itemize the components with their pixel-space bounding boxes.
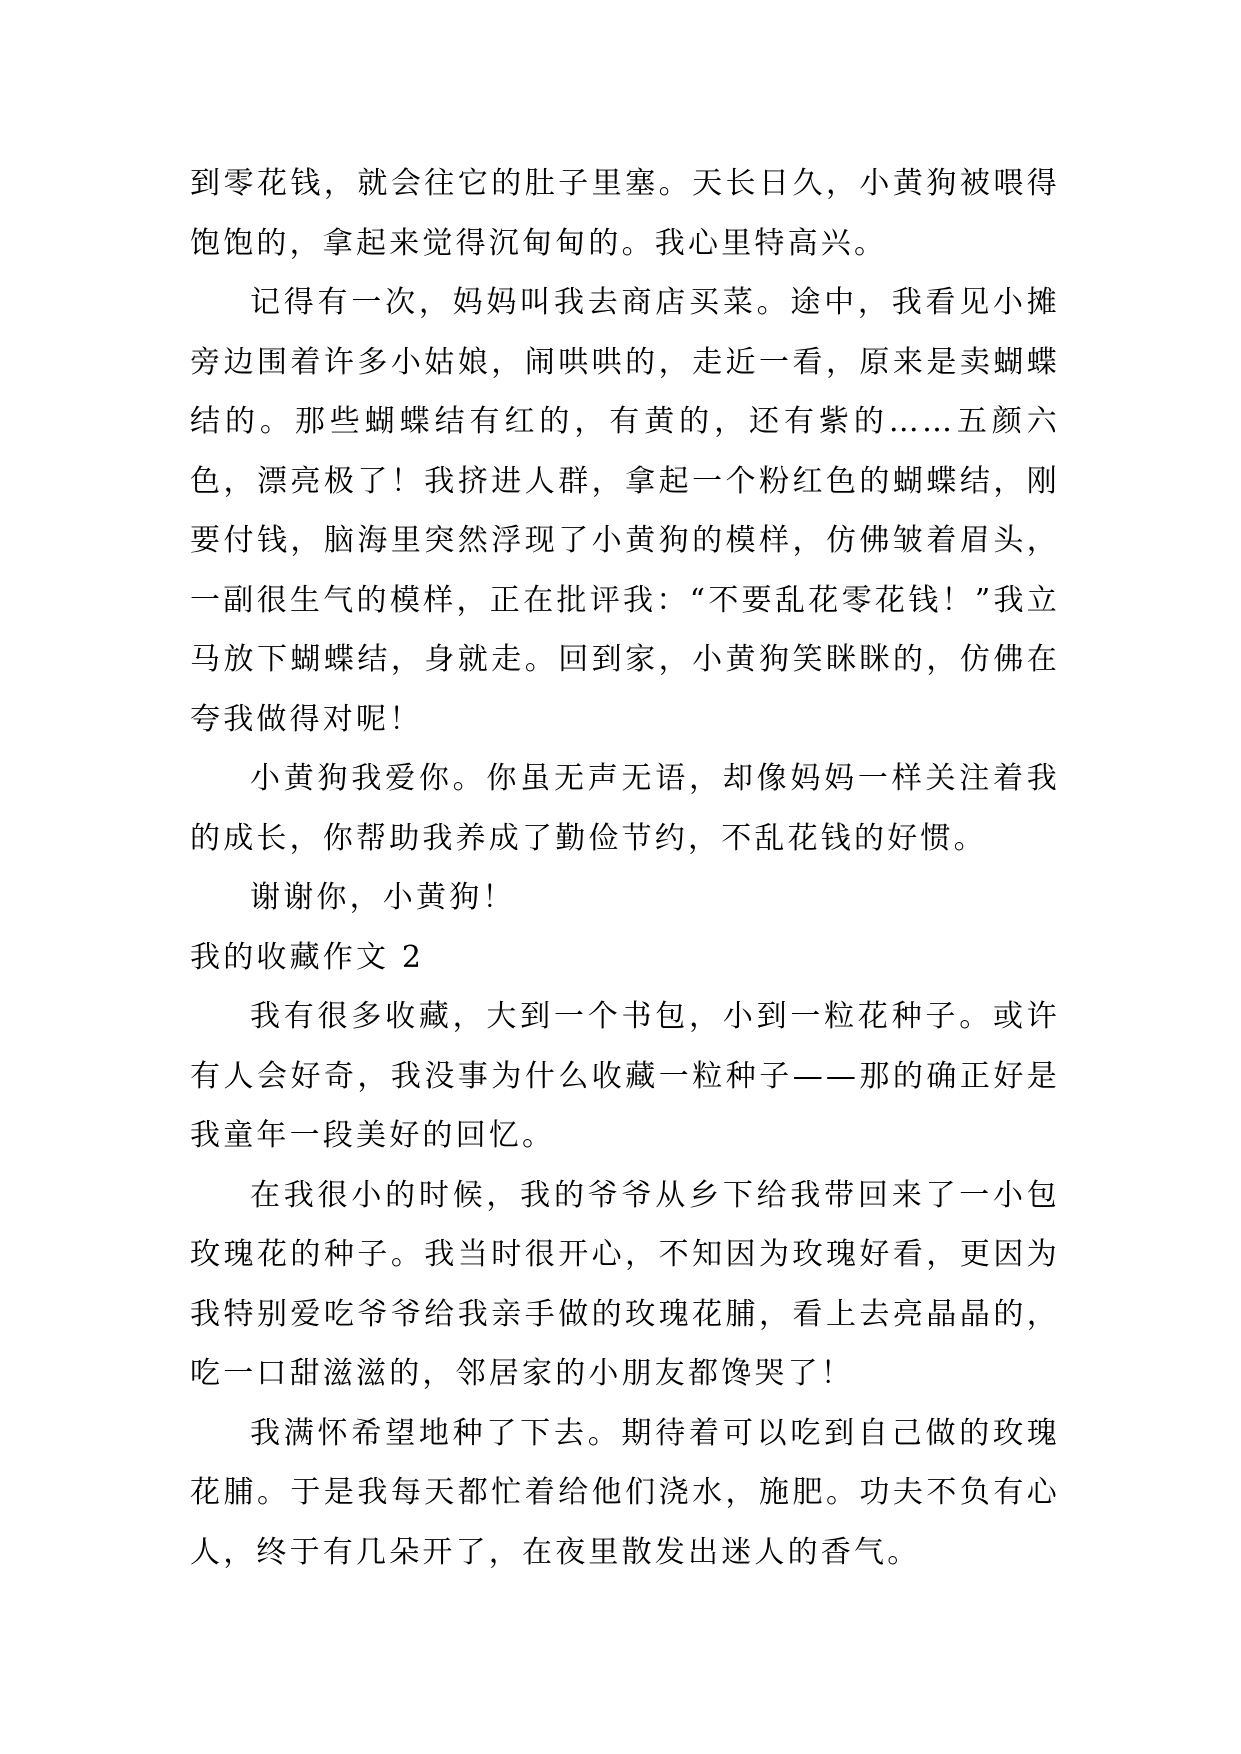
paragraph-love-dog: 小黄狗我爱你。你虽无声无语，却像妈妈一样关注着我的成长，你帮助我养成了勤俭节约，不乱花钱的好惯。 (190, 761, 1060, 856)
document-page (190, 154, 1060, 1582)
paragraph-bow-story: 记得有一次，妈妈叫我去商店买菜。途中，我看见小摊旁边围着许多小姑娘，闹哄哄的，走近一看，原来是卖蝴蝶结的。那些蝴蝶结有红的，有黄的，还有紫的……五颜六色，漂亮极了！我挤进人群，拿起一个粉红色的蝴蝶结，刚要付钱，脑海里突然浮现了小黄狗的模样，仿佛皱着眉头，一副很生气的模样，正在批评我：“不要乱花零花钱！”我立马放下蝴蝶结，身就走。回到家，小黄狗笑眯眯的，仿佛在夸我做得对呢！ (190, 285, 1060, 737)
paragraph-continued: 到零花钱，就会往它的肚子里塞。天长日久，小黄狗被喂得饱饱的，拿起来觉得沉甸甸的。我心里特高兴。 (190, 166, 1060, 261)
paragraph-thanks: 谢谢你，小黄狗！ (250, 880, 516, 915)
paragraph-collections: 我有很多收藏，大到一个书包，小到一粒花种子。或许有人会好奇，我没事为什么收藏一粒种子——那的确正好是我童年一段美好的回忆。 (190, 999, 1060, 1153)
essay-heading: 我的收藏作文 2 (190, 939, 425, 975)
paragraph-grandpa-seeds: 在我很小的时候，我的爷爷从乡下给我带回来了一小包玫瑰花的种子。我当时很开心，不知因为玫瑰好看，更因为我特别爱吃爷爷给我亲手做的玫瑰花脯，看上去亮晶晶的，吃一口甜滋滋的，邻居家的小朋友都馋哭了！ (190, 1177, 1060, 1391)
paragraph-planting: 我满怀希望地种了下去。期待着可以吃到自己做的玫瑰花脯。于是我每天都忙着给他们浇水，施肥。功夫不负有心人，终于有几朵开了，在夜里散发出迷人的香气。 (190, 1415, 1060, 1570)
